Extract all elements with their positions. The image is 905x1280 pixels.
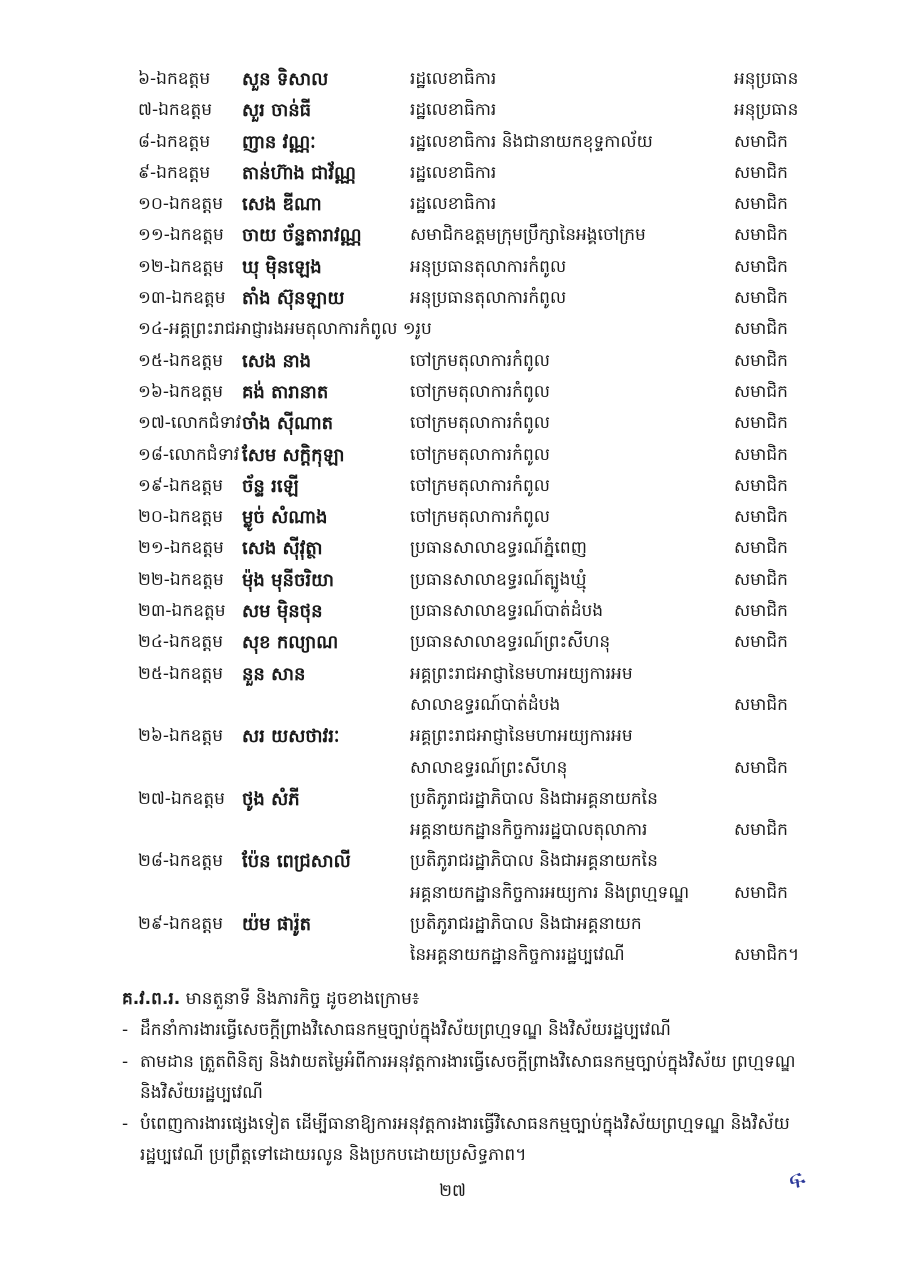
- member-position: ប្រតិភូរាជរដ្ឋាភិបាល និងជាអគ្គនាយកនៃ: [410, 788, 658, 809]
- member-number-title: ២២-ឯកឧត្តម: [138, 569, 224, 590]
- member-number-title: ២៨-ឯកឧត្តម: [138, 851, 223, 872]
- member-number-title: ៨-ឯកឧត្តម: [138, 131, 211, 152]
- member-name: ម្លូច់ សំណាង: [242, 507, 328, 529]
- member-name: ម៉ុង មុនីចរិយា: [242, 569, 334, 591]
- member-role: សមាជិក: [734, 162, 788, 183]
- member-number-title: ១១-ឯកឧត្តម: [138, 225, 224, 246]
- member-row: [130, 95, 830, 126]
- member-name: គង់ តារានាត: [242, 381, 329, 403]
- member-name: សរ យសថាវរៈ: [242, 726, 340, 748]
- member-role: សមាជិក: [734, 444, 788, 465]
- member-number-title: ២៤-ឯកឧត្តម: [138, 632, 223, 653]
- member-number-title: ១០-ឯកឧត្តម: [138, 194, 223, 215]
- member-number-title: ១២-ឯកឧត្តម: [138, 256, 224, 277]
- member-number-title: ២៥-ឯកឧត្តម: [138, 663, 223, 684]
- member-row: [130, 189, 830, 220]
- duties-heading-abbr: គ.វ.ព.រ.: [122, 989, 181, 1009]
- member-position: អគ្គព្រះរាជអាជ្ញានៃមហាអយ្យការអម: [410, 663, 633, 684]
- member-name: ញាន វណ្ណៈ: [242, 131, 316, 153]
- member-row: [130, 314, 830, 345]
- member-role: សមាជិក: [734, 632, 788, 653]
- member-row: [130, 471, 830, 502]
- duty-text: បំពេញការងារផ្សេងទៀត ដើម្បីធានាឱ្យការអនុវត្តការងារធ្វើវិសោធនកម្មច្បាប់ក្នុងវិស័យព្រហ្មទណ្ឌ និងវិស័យរដ្ឋប្បវេណី ប្រព្រឹត្តទៅដោយរលូន និងប្រកបដោយប្រសិទ្ធភាព។: [140, 1114, 790, 1166]
- member-name: សម ម៉ិនថុន: [242, 601, 323, 623]
- duties-heading-text: មានតួនាទី និងភារកិច្ច ដូចខាងក្រោម៖: [180, 989, 420, 1009]
- member-position: ប្រធានសាលាឧទ្ធរណ៍បាត់ដំបង: [410, 601, 604, 622]
- member-position: ចៅក្រមតុលាការកំពូល: [410, 507, 550, 528]
- member-position-continued: អគ្គនាយកដ្ឋានកិច្ចការអយ្យការ និងព្រហ្មទណ្ឌ: [410, 882, 690, 903]
- member-name: ចាំង ស៊ីណាត: [242, 413, 334, 435]
- member-full-text: ១៤-អគ្គព្រះរាជអាជ្ញារងអមតុលាការកំពូល ១រូប: [138, 319, 432, 340]
- member-position: អគ្គព្រះរាជអាជ្ញានៃមហាអយ្យការអម: [410, 726, 633, 747]
- member-role: សមាជិក: [734, 413, 788, 434]
- member-position: ប្រធានសាលាឧទ្ធរណ៍ព្រះសីហនុ: [410, 632, 611, 653]
- member-row: [130, 721, 830, 784]
- duty-item: - ដឹកនាំការងារធ្វើសេចក្តីព្រាងវិសោធនកម្មច្បាប់ក្នុងវិស័យព្រហ្មទណ្ឌ និងវិស័យរដ្ឋប្បវេណី: [122, 1020, 671, 1041]
- member-role: សមាជិក: [734, 225, 788, 246]
- member-position: រដ្ឋលេខាធិការ: [410, 100, 497, 121]
- member-role: សមាជិក: [734, 694, 788, 715]
- member-row: [130, 408, 830, 439]
- member-number-title: ១៧-លោកជំទាវ: [138, 413, 242, 434]
- member-role: សមាជិក: [734, 820, 788, 841]
- member-role: សមាជិក: [734, 538, 788, 559]
- member-number-title: ៦-ឯកឧត្តម: [138, 69, 211, 89]
- member-row: [130, 220, 830, 251]
- member-name: សេង នាង: [242, 350, 312, 372]
- member-row: [130, 565, 830, 596]
- member-role: សមាជិក: [734, 569, 788, 590]
- member-name: តាន់ហ៊ាង ជាវ័ណ្ណ: [242, 162, 356, 184]
- duty-text: តាមដាន ត្រួតពិនិត្យ និងវាយតម្លៃអំពីការអនុវត្តការងារធ្វើសេចក្តីព្រាងវិសោធនកម្មច្បាប់ក្នុងវិស័យ ព្រហ្មទណ្ឌ និងវិស័យរដ្ឋប្បវេណី: [140, 1051, 796, 1103]
- member-list: [130, 64, 830, 972]
- member-number-title: ៧-ឯកឧត្តម: [138, 100, 213, 121]
- member-row: [130, 252, 830, 283]
- member-position: សមាជិកឧត្តមក្រុមប្រឹក្សានៃអង្គចៅក្រម: [410, 225, 646, 246]
- member-role: សមាជិក: [734, 601, 788, 622]
- handwritten-initial-mark: ፍ: [784, 1163, 809, 1196]
- member-position-continued: សាលាឧទ្ធរណ៍បាត់ដំបង: [410, 694, 561, 715]
- member-position: ចៅក្រមតុលាការកំពូល: [410, 475, 550, 496]
- member-name: ថូង សំភី: [242, 788, 300, 810]
- member-role: សមាជិក: [734, 256, 788, 277]
- member-name: ច័ន្ទ រឡើ: [242, 475, 299, 497]
- member-name: តាំង ស៊ុនឡាយ: [242, 288, 345, 310]
- member-name: សេង ឌីណា: [242, 194, 322, 216]
- member-position: ចៅក្រមតុលាការកំពូល: [410, 350, 550, 371]
- member-row: [130, 533, 830, 564]
- member-number-title: ៩-ឯកឧត្តម: [138, 162, 211, 183]
- member-number-title: ២៦-ឯកឧត្តម: [138, 726, 223, 747]
- member-name: សេង ស៊ីវុត្ថា: [242, 538, 323, 560]
- member-row: [130, 346, 830, 377]
- member-role: សមាជិក: [734, 131, 788, 152]
- member-row: [130, 659, 830, 722]
- duty-item: - បំពេញការងារផ្សេងទៀត ដើម្បីធានាឱ្យការអនុវត្តការងារធ្វើវិសោធនកម្មច្បាប់ក្នុងវិស័យព្រហ្មទណ្ឌ និងវិស័យរដ្ឋប្បវេណី ប្រព្រឹត្តទៅដោយរលូន និងប្រកបដោយប្រសិទ្ធភាព។: [122, 1114, 790, 1166]
- member-name: សួរ ចាន់ធី: [242, 100, 312, 122]
- member-number-title: ១៨-លោកជំទាវ: [138, 444, 240, 465]
- member-number-title: ១៣-ឯកឧត្តម: [138, 288, 226, 309]
- member-name: នួន សាន: [242, 663, 306, 685]
- member-row: [130, 158, 830, 189]
- member-row: [130, 909, 830, 972]
- member-row: [130, 627, 830, 658]
- member-row: [130, 596, 830, 627]
- member-position-continued: នៃអគ្គនាយកដ្ឋានកិច្ចការរដ្ឋប្បវេណី: [410, 945, 625, 966]
- duty-item: - តាមដាន ត្រួតពិនិត្យ និងវាយតម្លៃអំពីការអនុវត្តការងារធ្វើសេចក្តីព្រាងវិសោធនកម្មច្បាប់ក្នុងវិស័យ ព្រហ្មទណ្ឌ និងវិស័យរដ្ឋប្បវេណី: [122, 1051, 796, 1103]
- member-number-title: ១៦-ឯកឧត្តម: [138, 381, 223, 402]
- member-position: ប្រតិភូរាជរដ្ឋាភិបាល និងជាអគ្គនាយក: [410, 914, 642, 935]
- member-name: សួន ទិសាល: [242, 69, 329, 90]
- member-position: អនុប្រធានតុលាការកំពូល: [410, 288, 567, 309]
- member-number-title: ២១-ឯកឧត្តម: [138, 538, 224, 559]
- member-row: [130, 377, 830, 408]
- member-position: រដ្ឋលេខាធិការ: [410, 69, 497, 89]
- member-role: សមាជិក: [734, 475, 788, 496]
- member-name: ឃុ ម៉ិនឡេង: [242, 256, 322, 278]
- member-position: រដ្ឋលេខាធិការ និងជានាយកខុទ្ទកាល័យ: [410, 131, 653, 152]
- member-role: សមាជិក: [734, 757, 788, 778]
- duty-text: ដឹកនាំការងារធ្វើសេចក្តីព្រាងវិសោធនកម្មច្បាប់ក្នុងវិស័យព្រហ្មទណ្ឌ និងវិស័យរដ្ឋប្បវេណី: [140, 1020, 671, 1041]
- member-row: [130, 846, 830, 909]
- page-number: ២៧: [439, 1181, 466, 1201]
- member-number-title: ២៧-ឯកឧត្តម: [138, 788, 225, 809]
- member-role: សមាជិក: [734, 194, 788, 215]
- member-position-continued: អគ្គនាយកដ្ឋានកិច្ចការរដ្ឋបាលតុលាការ: [410, 820, 648, 841]
- member-role: សមាជិក: [734, 288, 788, 309]
- member-position: ចៅក្រមតុលាការកំពូល: [410, 381, 550, 402]
- member-role: សមាជិក: [734, 507, 788, 528]
- member-position: ចៅក្រមតុលាការកំពូល: [410, 444, 550, 465]
- member-number-title: ២៩-ឯកឧត្តម: [138, 914, 223, 935]
- member-name: សុខ កល្យាណ: [242, 632, 339, 654]
- member-role: សមាជិក: [734, 882, 788, 903]
- member-position: រដ្ឋលេខាធិការ: [410, 162, 497, 183]
- member-row: [130, 64, 830, 95]
- member-role: សមាជិក: [734, 350, 788, 371]
- member-number-title: ២០-ឯកឧត្តម: [138, 507, 223, 528]
- member-position: ប្រតិភូរាជរដ្ឋាភិបាល និងជាអគ្គនាយកនៃ: [410, 851, 658, 872]
- member-position: ប្រធានសាលាឧទ្ធរណ៍ភ្នំពេញ: [410, 538, 587, 559]
- member-name: ចាយ ច័ន្ទតារាវណ្ណ: [242, 225, 362, 247]
- member-position: ប្រធានសាលាឧទ្ធរណ៍ត្បូងឃ្មុំ: [410, 569, 587, 590]
- member-role: សមាជិក។: [734, 945, 800, 966]
- member-role: អនុប្រធាន: [734, 69, 799, 89]
- member-position: ចៅក្រមតុលាការកំពូល: [410, 413, 550, 434]
- duties-heading: [122, 984, 822, 1015]
- member-row: [130, 283, 830, 314]
- member-name: សែម សក្តិកុឡា: [242, 444, 345, 466]
- member-name: ប៉ែន ពេជ្រសាលី: [242, 851, 351, 873]
- member-row: [130, 784, 830, 847]
- member-position: រដ្ឋលេខាធិការ: [410, 194, 497, 215]
- duties-section: [122, 984, 822, 1172]
- member-row: [130, 440, 830, 471]
- member-role: អនុប្រធាន: [734, 100, 799, 121]
- member-number-title: ២៣-ឯកឧត្តម: [138, 601, 226, 622]
- member-role: សមាជិក: [734, 381, 788, 402]
- member-role: សមាជិក: [734, 319, 788, 340]
- member-number-title: ១៥-ឯកឧត្តម: [138, 350, 223, 371]
- member-row: [130, 502, 830, 533]
- member-position: អនុប្រធានតុលាការកំពូល: [410, 256, 567, 277]
- member-position-continued: សាលាឧទ្ធរណ៍ព្រះសីហនុ: [410, 757, 568, 778]
- member-number-title: ១៩-ឯកឧត្តម: [138, 475, 223, 496]
- member-name: យ៉ម ផារ៉ូត: [242, 914, 312, 936]
- member-row: [130, 127, 830, 158]
